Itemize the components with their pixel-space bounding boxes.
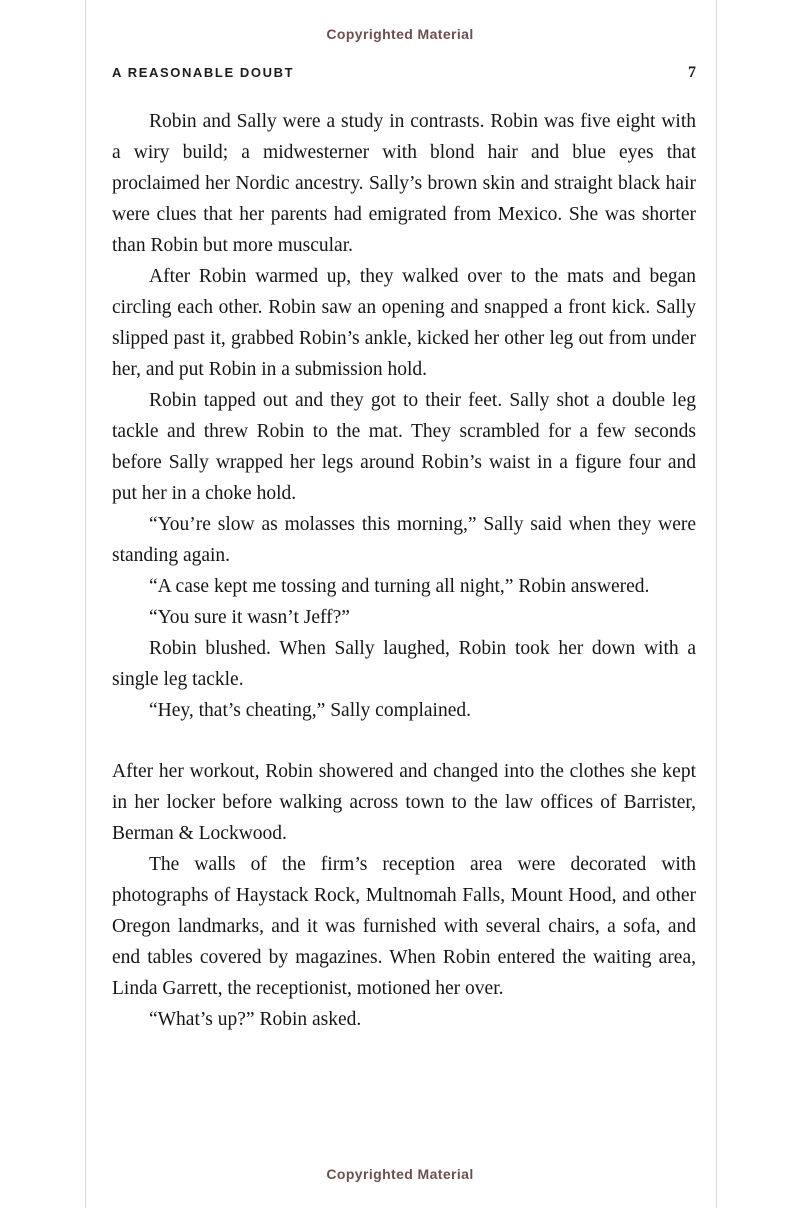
paragraph: The walls of the firm’s reception area were decorated with photographs of Haystack Rock, Multnomah Falls, Mount Hood, and other Oregon landmarks, and it was furnished with several chairs, a sofa, and end tables covered by magazines. When Robin entered the waiting area, Linda Garrett, the receptionist, motioned her over. [112, 854, 696, 999]
paragraph: “Hey, that’s cheating,” Sally complained. [149, 700, 472, 721]
paragraph: “You’re slow as molasses this morning,” Sally said when they were standing again. [112, 514, 696, 566]
page-edge-left [85, 0, 86, 1208]
running-header [112, 64, 696, 82]
page-edge-right [716, 0, 717, 1208]
page-number: 7 [688, 64, 696, 81]
paragraph: After Robin warmed up, they walked over to the mats and began circling each other. Robin saw an opening and snapped a front kick. Sally slipped past it, grabbed Robin’s ankle, kicked her other leg out from under her, and put Robin in a submission hold. [112, 266, 696, 380]
paragraph: Robin and Sally were a study in contrasts. Robin was five eight with a wiry build; a midwesterner with blond hair and blue eyes that proclaimed her Nordic ancestry. Sally’s brown skin and straight black hair were clues that her parents had emigrated from Mexico. She was shorter than Robin but more muscular. [112, 111, 696, 256]
copyright-notice-bottom: Copyrighted Material [326, 1166, 474, 1182]
copyright-notice-top: Copyrighted Material [326, 26, 474, 42]
paragraph: Robin blushed. When Sally laughed, Robin took her down with a single leg tackle. [112, 638, 696, 690]
paragraph: “You sure it wasn’t Jeff?” [149, 607, 350, 628]
page-body [112, 106, 696, 1035]
paragraph: “What’s up?” Robin asked. [149, 1009, 362, 1030]
paragraph: “A case kept me tossing and turning all night,” Robin answered. [149, 576, 650, 597]
book-title: A REASONABLE DOUBT [112, 65, 295, 80]
paragraph: Robin tapped out and they got to their feet. Sally shot a double leg tackle and threw Robin to the mat. They scrambled for a few seconds before Sally wrapped her legs around Robin’s waist in a figure four and put her in a choke hold. [112, 390, 696, 504]
paragraph-section-opener: After her workout, Robin showered and changed into the clothes she kept in her locker before walking across town to the law offices of Barrister, Berman & Lockwood. [112, 761, 696, 844]
page-content [112, 64, 696, 1035]
